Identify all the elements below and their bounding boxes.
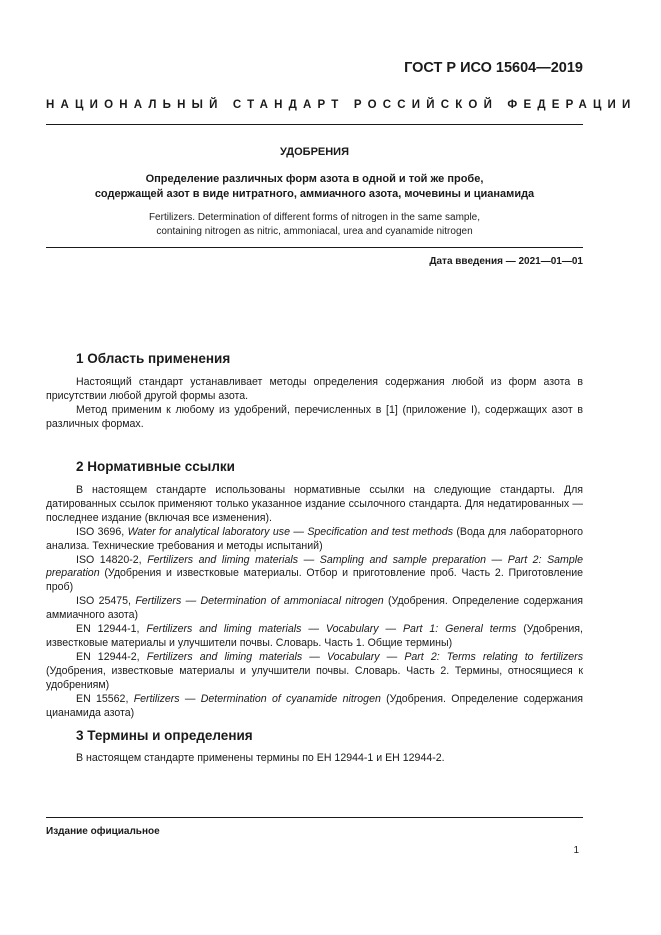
section-1-paragraph-2: Метод применим к любому из удобрений, перечисленных в [1] (приложение I), содержащих азот в различных формах. [46,403,583,430]
reference-item [46,595,583,623]
document-title: УДОБРЕНИЯ [279,146,349,158]
section-3-heading: 3 Термины и определения [76,728,253,743]
edition-label: Издание официальное [46,826,160,837]
document-code: ГОСТ Р ИСО 15604—2019 [404,60,583,76]
section-3-body [46,752,583,766]
document-subtitle [46,172,583,201]
reference-item [46,623,583,651]
reference-title-ru: (Удобрения, известковые материалы и улучшители почвы. Словарь. Часть 2. Термины, относящиеся к удобрениям) [46,664,583,691]
section-2-heading: 2 Нормативные ссылки [76,459,235,474]
english-title [46,211,583,238]
section-2-intro: В настоящем стандарте использованы нормативные ссылки на следующие стандарты. Для датированных ссылок применяют только указанное издание ссылочного стандарта. Для недатированных — последнее издание (включая все изменения). [46,484,583,524]
reference-code: EN 12944-1, [76,623,140,636]
introduction-date: Дата введения — 2021—01—01 [429,256,583,267]
subtitle-line-2: содержащей азот в виде нитратного, аммиачного азота, мочевины и цианамида [94,187,535,200]
reference-title-en: Fertilizers — Determination of cyanamide nitrogen [133,692,381,705]
reference-title-en: Water for analytical laboratory use — Specification and test methods [127,525,453,538]
section-3-paragraph-1: В настоящем стандарте применены термины по ЕН 12944-1 и ЕН 12944-2. [76,752,445,764]
reference-title-ru: (Удобрения и известковые материалы. Отбор и приготовление проб. Часть 2. Приготовление проб) [46,567,584,594]
section-1-paragraph-1: Настоящий стандарт устанавливает методы определения содержания любой из форм азота в присутствии любой другой формы азота. [46,376,583,402]
reference-title-en: Fertilizers and liming materials — Vocabulary — Part 2: Terms relating to fertilizers [146,650,583,663]
reference-title-en: Fertilizers and liming materials — Sampling and sample preparation — Part 2: Sample preparation [46,553,583,580]
reference-code: EN 12944-2, [76,650,140,663]
reference-code: ISO 14820-2, [76,553,142,566]
reference-code: EN 15562, [76,692,129,705]
page-number: 1 [573,845,579,856]
reference-code: ISO 25475, [76,595,131,608]
title-rule [46,247,583,248]
reference-title-en: Fertilizers and liming materials — Vocabulary — Part 1: General terms [146,623,517,636]
reference-item [46,693,583,721]
english-title-line-1: Fertilizers. Determination of different forms of nitrogen in the same sample, [148,212,481,223]
reference-code: ISO 3696, [76,525,125,538]
reference-title-ru: (Удобрения. Определение содержания аммиачного азота) [46,595,583,622]
section-1-heading: 1 Область применения [76,351,231,366]
section-1-body [46,376,583,432]
reference-item [46,554,583,596]
reference-title-ru: (Удобрения. Определение содержания цианамида азота) [46,692,583,719]
section-2-body [46,484,583,720]
reference-item [46,651,583,693]
reference-title-ru: (Вода для лабораторного анализа. Технические требования и методы испытаний) [46,525,583,552]
footer-rule [46,817,583,818]
national-standard-banner: НАЦИОНАЛЬНЫЙ СТАНДАРТ РОССИЙСКОЙ ФЕДЕРАЦИИ [46,99,637,111]
reference-item [46,526,583,554]
subtitle-line-1: Определение различных форм азота в одной и той же пробе, [145,173,484,185]
english-title-line-2: containing nitrogen as nitric, ammoniacal, urea and cyanamide nitrogen [156,225,473,237]
reference-title-ru: (Удобрения, известковые материалы и улучшители почвы. Словарь. Часть 1. Общие термины) [46,623,583,649]
header-rule [46,124,583,125]
reference-title-en: Fertilizers — Determination of ammoniacal nitrogen [135,595,384,608]
